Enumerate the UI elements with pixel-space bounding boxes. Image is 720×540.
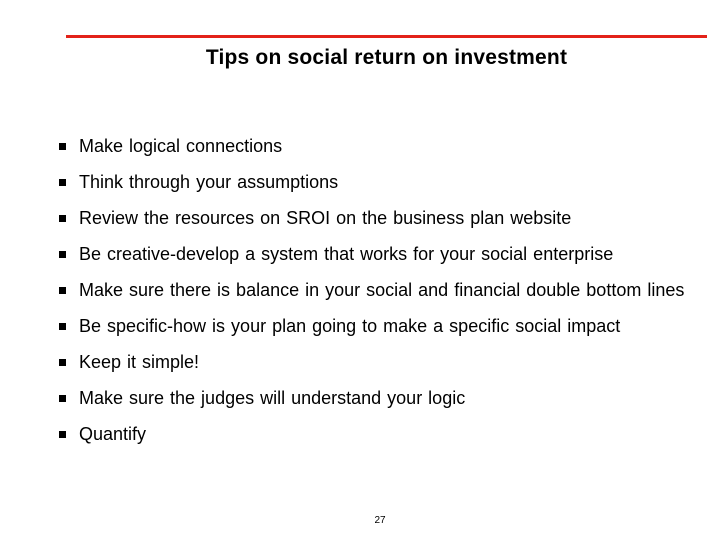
list-item <box>59 316 709 337</box>
bullet-text: Think through your assumptions <box>79 172 339 192</box>
bullet-list <box>59 136 709 445</box>
slide-title: Tips on social return on investment <box>205 46 568 69</box>
list-item <box>59 424 709 445</box>
list-item <box>59 388 709 409</box>
square-bullet-icon <box>59 323 66 330</box>
bullet-text: Quantify <box>79 424 147 444</box>
square-bullet-icon <box>59 215 66 222</box>
bullet-text: Be specific-how is your plan going to make a specific social impact <box>79 316 621 336</box>
bullet-text: Make sure there is balance in your social and financial double bottom lines <box>79 280 685 300</box>
square-bullet-icon <box>59 359 66 366</box>
list-item <box>59 352 709 373</box>
bullet-text: Be creative-develop a system that works for your social enterprise <box>79 244 614 264</box>
bullet-text: Review the resources on SROI on the business plan website <box>79 208 572 228</box>
list-item <box>59 208 709 229</box>
list-item <box>59 244 709 265</box>
page-number: 27 <box>374 515 386 526</box>
bullet-text: Keep it simple! <box>79 352 200 372</box>
square-bullet-icon <box>59 143 66 150</box>
list-item <box>59 136 709 157</box>
square-bullet-icon <box>59 431 66 438</box>
list-item <box>59 280 709 301</box>
bullet-text: Make sure the judges will understand your logic <box>79 388 466 408</box>
square-bullet-icon <box>59 395 66 402</box>
title-rule <box>66 35 707 38</box>
square-bullet-icon <box>59 287 66 294</box>
square-bullet-icon <box>59 179 66 186</box>
square-bullet-icon <box>59 251 66 258</box>
list-item <box>59 172 709 193</box>
bullet-text: Make logical connections <box>79 136 283 156</box>
